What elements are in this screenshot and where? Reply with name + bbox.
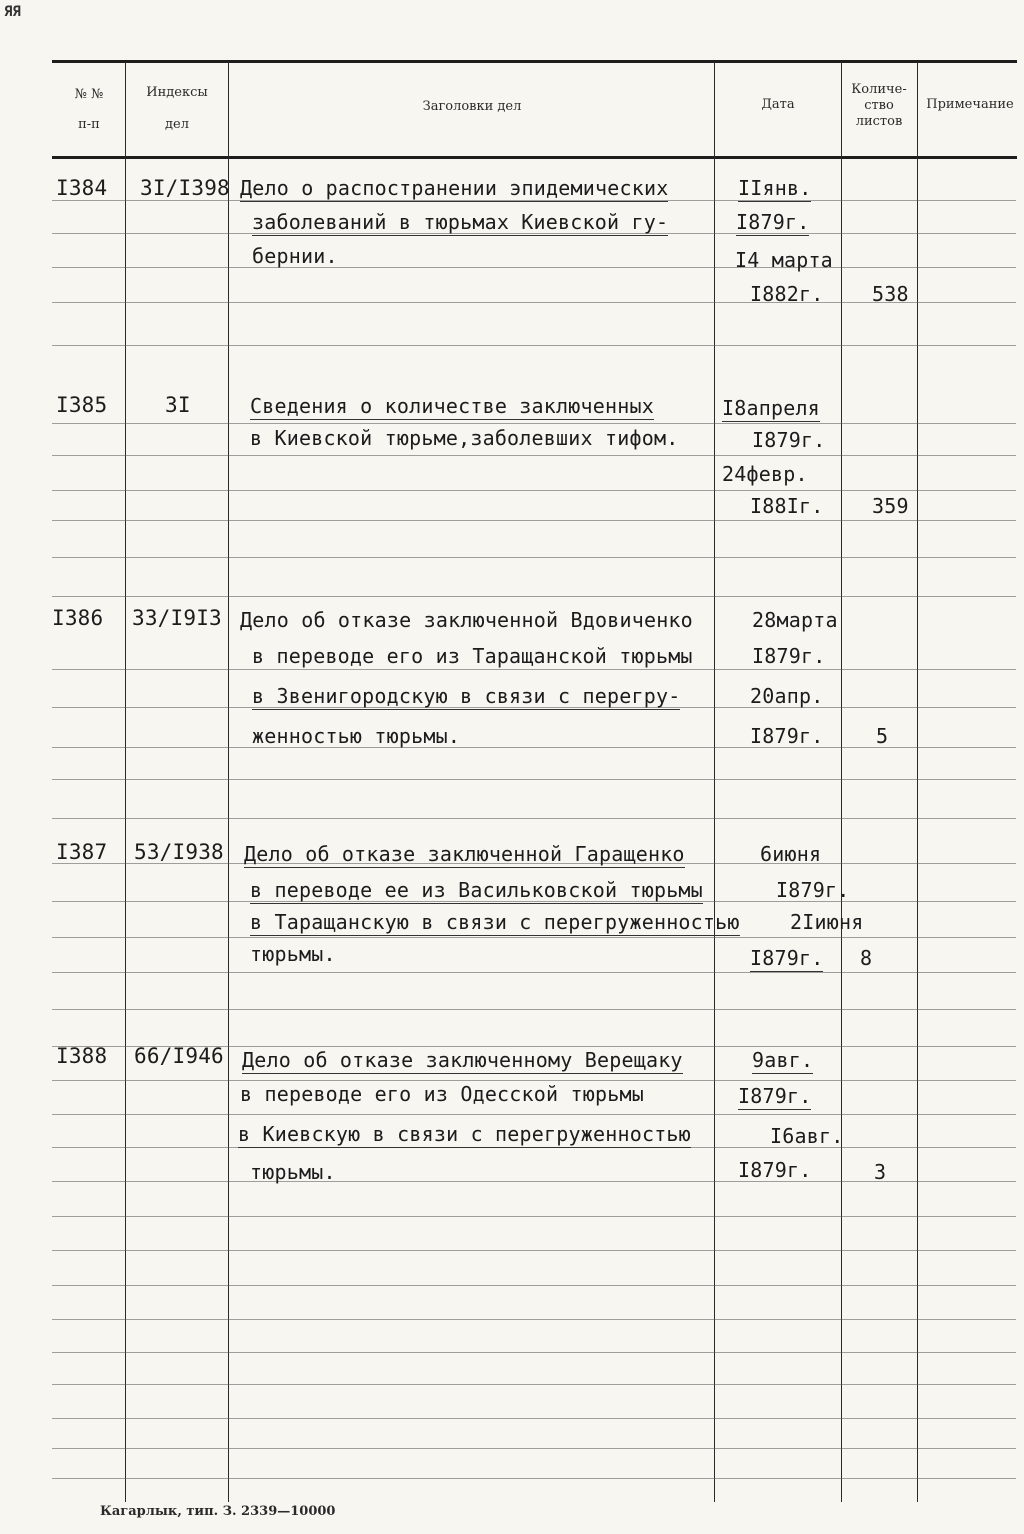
record-date-line: I879г. [750,724,824,748]
record-date-line: 2Iиюня [790,910,864,934]
record-title-line: Дело о распостранении эпидемических [240,176,669,200]
record-date-line: I8апреля [722,396,820,420]
record-date-line: 6июня [760,842,822,866]
header-title: Заголовки дел [422,99,522,114]
record-title-line: женностью тюрьмы. [252,724,461,748]
record-number: I388 [56,1044,108,1068]
record-title-line: Дело об отказе заключенной Вдовиченко [240,608,693,632]
column-separator [917,62,918,1502]
record-index: 53/I938 [134,840,224,864]
record-title-line: Дело об отказе заключенной Гаращенко [244,842,685,866]
record-date-line: 24февр. [722,462,808,486]
record-date-line: I88Iг. [750,494,824,518]
header-sheets-line1: Количе- [851,82,907,97]
header-index-line1: Индексы [146,85,208,100]
record-title-line: в Киевской тюрьме,заболевших тифом. [250,426,679,450]
header-note: Примечание [926,97,1014,112]
record-title-line: в переводе его из Таращанской тюрьмы [252,644,693,668]
column-separator [714,62,715,1502]
record-date-line: I6авг. [770,1124,844,1148]
header-num [55,86,123,134]
record-date-line: I4 марта [735,248,833,272]
record-date-line: 28марта [752,608,838,632]
record-number: I384 [56,176,108,200]
corner-mark: ЯЯ [4,4,21,20]
record-date-line: IIянв. [738,176,812,200]
record-date-line: I879г. [750,946,824,970]
record-date-line: I879г. [752,428,826,452]
record-date-line: I879г. [736,210,810,234]
record-index: 3I/I398 [140,176,230,200]
record-sheet-count: 8 [860,946,873,970]
record-index: 66/I946 [134,1044,224,1068]
column-separator [841,62,842,1502]
header-sheets-line2: ство [864,98,894,113]
record-title-line: в Таращанскую в связи с перегруженностью [250,910,740,934]
record-title-line: бернии. [252,244,338,268]
record-sheet-count: 359 [872,494,909,518]
header-num-line2: п-п [78,117,100,132]
record-title-line: в Звенигородскую в связи с перегру- [252,684,681,708]
record-title-line: в переводе ее из Васильковской тюрьмы [250,878,703,902]
record-sheet-count: 3 [874,1160,887,1184]
record-title-line: в переводе его из Одесской тюрьмы [240,1082,644,1106]
record-title-line: в Киевскую в связи с перегруженностью [238,1122,691,1146]
record-sheet-count: 538 [872,282,909,306]
record-date-line: 9авг. [752,1048,814,1072]
header-sheets [842,82,916,130]
record-date-line: 20апр. [750,684,824,708]
record-index: 3I [165,393,191,417]
header-sheets-line3: листов [855,114,903,129]
header-top-rule [52,60,1017,63]
record-number: I387 [56,840,108,864]
header-index-line2: дел [165,117,189,132]
record-date-line: I879г. [776,878,850,902]
header-bottom-rule [52,156,1017,159]
column-separator [125,62,126,1502]
column-separator [228,62,229,1502]
record-date-line: I879г. [752,644,826,668]
record-index: 33/I9I3 [132,606,222,630]
record-date-line: I879г. [738,1158,812,1182]
header-num-line1: № № [74,87,104,102]
record-date-line: I882г. [750,282,824,306]
record-title-line: заболеваний в тюрьмах Киевской гу- [252,210,669,234]
record-title-line: Сведения о количестве заключенных [250,394,654,418]
record-number: I386 [52,606,104,630]
record-title-line: тюрьмы. [250,1160,336,1184]
header-index [128,84,226,134]
record-number: I385 [56,393,108,417]
record-title-line: тюрьмы. [250,942,336,966]
record-title-line: Дело об отказе заключенному Верещаку [242,1048,683,1072]
printer-footer: Кагарлык, тип. З. 2339—10000 [100,1504,336,1519]
record-sheet-count: 5 [876,724,889,748]
record-date-line: I879г. [738,1084,812,1108]
header-date: Дата [761,97,795,112]
